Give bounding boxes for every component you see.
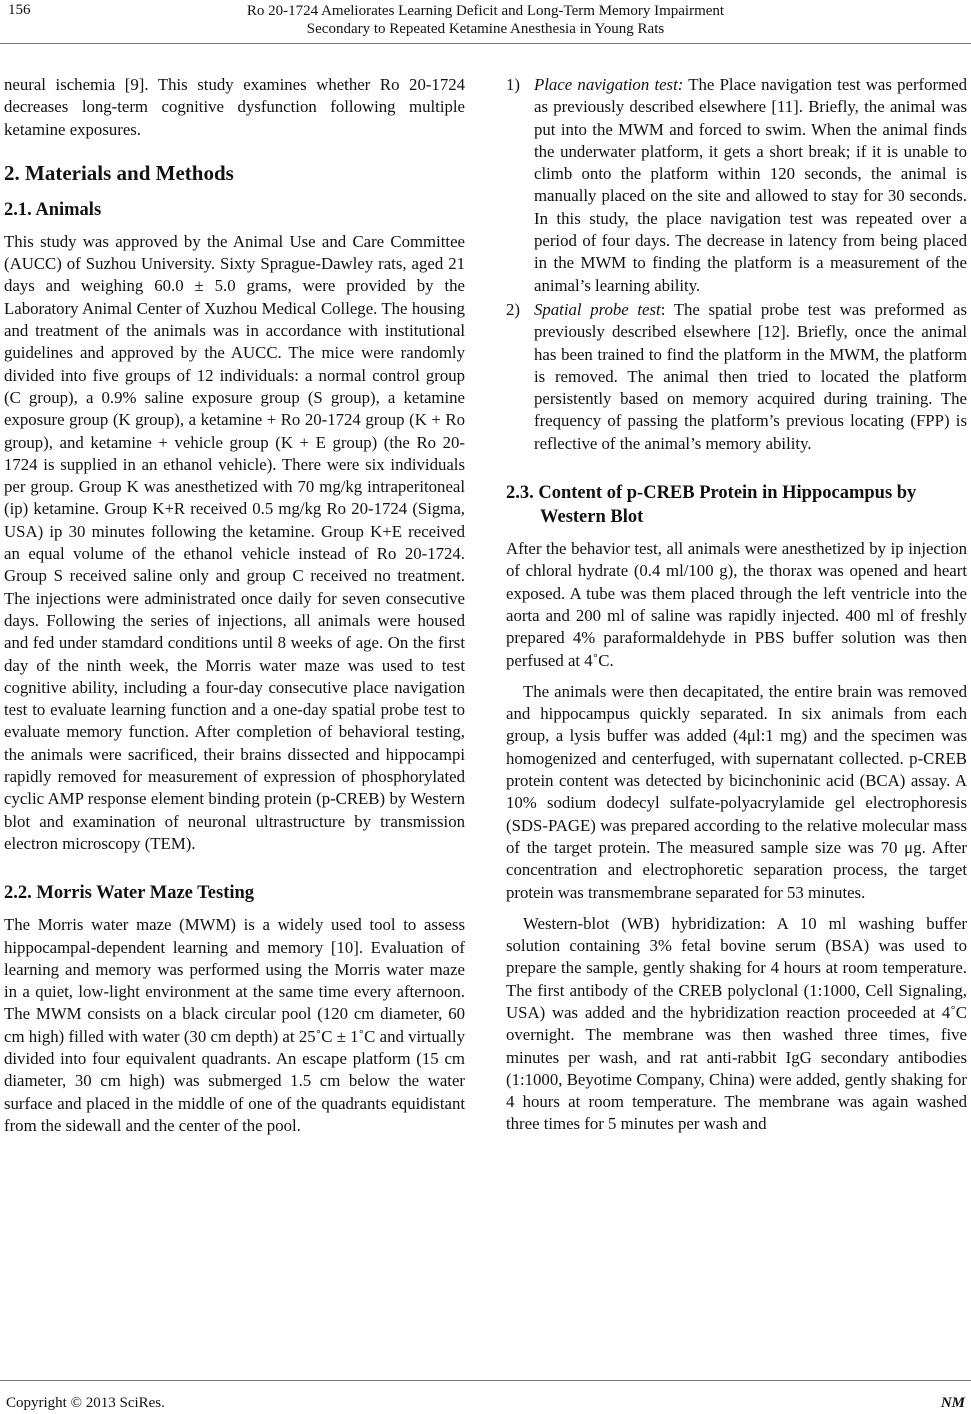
list-item-place-navigation: [506, 74, 967, 297]
copyright-notice: Copyright © 2013 SciRes.: [6, 1395, 165, 1411]
section-2-heading: 2. Materials and Methods: [4, 160, 234, 185]
journal-abbreviation: NM: [940, 1395, 965, 1411]
section-2-3-heading: 2.3. Content of p-CREB Protein in Hippocampus by Western Blot: [506, 483, 917, 528]
footer-rule: [0, 1380, 971, 1381]
running-title: [0, 2, 971, 38]
header-rule: [0, 43, 971, 44]
list-item-label: Place navigation test:: [534, 75, 684, 94]
page-header: [0, 0, 971, 44]
western-blot-paragraph-3: Western-blot (WB) hybridization: A 10 ml washing buffer solution containing 3% fetal bovine serum (BSA) was used to prepare the sample, gently shaking for 4 hours at room temperature. The first antibody of the CREB polyclonal (1:1000, Cell Signaling, USA) was added and the hybridization reaction proceeded at 4˚C overnight. The membrane was then washed three times, five minutes per wash, and rat anti-rabbit IgG secondary antibodies (1:1000, Beyotime Company, China) were added, gently shaking for 4 hours at room temperature. The membrane was again washed three times for 5 minutes per wash and: [506, 913, 967, 1134]
list-item-text: [534, 299, 967, 455]
western-blot-paragraph-2: The animals were then decapitated, the entire brain was removed and hippocampus quickly separated. In six animals from each group, a lysis buffer was added (4μl:1 mg) and the specimen was homogenized and centerfuged, with supernatant collected. p-CREB protein content was detected by bicinchoninic acid (BCA) assay. A 10% sodium dodecyl sulfate-polyacrylamide gel electrophoresis (SDS-PAGE) was prepared according to the relative molecular mass of the target protein. The measured sample size was 70 μg. After concentration and electrophoretic separation process, the target protein was transmembrane separated for 53 minutes.: [506, 681, 967, 902]
list-item-body: The Place navigation test was performed as previously described elsewhere [11]. Briefly, the animal was put into the MWM and forced to swim. When the animal finds the underwater platform, it gets a short break; if it is unable to climb onto the platform within 120 seconds, the animal is manually placed on the site and allowed to stay for 30 seconds. In this study, the place navigation test was repeated over a period of four days. The decrease in latency from being placed in the MWM to finding the platform is a measurement of the animal’s learning ability.: [534, 75, 967, 295]
list-number: 2): [506, 299, 520, 319]
intro-paragraph-tail: neural ischemia [9]. This study examines whether Ro 20-1724 decreases long-term cognitive dysfunction following multiple ketamine exposures.: [4, 75, 465, 139]
list-item-spatial-probe: [506, 299, 967, 455]
section-2-2-heading: 2.2. Morris Water Maze Testing: [4, 883, 255, 904]
running-title-line-1: Ro 20-1724 Ameliorates Learning Deficit and Long-Term Memory Impairment: [246, 3, 725, 19]
left-column: [4, 74, 465, 1137]
section-2-1-heading: 2.1. Animals: [4, 199, 102, 220]
western-blot-paragraph-1: After the behavior test, all animals were anesthetized by ip injection of chloral hydrate (0.4 ml/100 g), the thorax was opened and heart exposed. A tube was them placed through the left ventricle into the aorta and 200 ml of saline was rapidly injected. 400 ml of freshly prepared 4% paraformaldehyde in PBS buffer solution was then perfused at 4˚C.: [506, 539, 967, 670]
list-item-text: [534, 74, 967, 297]
running-title-line-2: Secondary to Repeated Ketamine Anesthesia in Young Rats: [306, 21, 665, 37]
page-number: 156: [8, 2, 31, 18]
page-footer: [0, 1380, 971, 1414]
list-item-body: : The spatial probe test was preformed as previously described elsewhere [12]. Briefly, once the animal has been trained to find the platform in the MWM, the platform is removed. The animal then tried to located the platform persistently based on memory acquired during training. The frequency of passing the platform’s previous locating (FPP) is reflective of the animal’s memory ability.: [534, 299, 967, 453]
right-column: [506, 74, 967, 1136]
list-item-label: Spatial probe test: [534, 299, 661, 319]
animals-paragraph: This study was approved by the Animal Use and Care Committee (AUCC) of Suzhou University. Sixty Sprague-Dawley rats, aged 21 days and weighing 60.0 ± 5.0 grams, were provided by the Laboratory Animal Center of Xuzhou Medical College. The housing and treatment of the animals was in accordance with institutional guidelines and approved by the AUCC. The mice were randomly divided into five groups of 12 individuals: a normal control group (C group), a 0.9% saline exposure group (S group), a ketamine exposure group (K group), a ketamine + Ro 20-1724 group (K + Ro group), and ketamine + vehicle group (K + E group) (the Ro 20-1724 is supplied in an ethanol vehicle). There were six individuals per group. Group K was anesthetized with 70 mg/kg intraperitoneal (ip) ketamine. Group K+R received 0.5 mg/kg Ro 20-1724 (Sigma, USA) ip 30 minutes following the ketamine. Group K+E received an equal volume of the ethanol vehicle instead of Ro 20-1724. Group S received saline only and group C received no treatment. The injections were administrated once daily for seven consecutive days. Following the series of injections, all animals were housed and fed under stamdard conditions until 8 weeks of age. On the first day of the ninth week, the Morris water maze was used to test cognitive ability, including a four-day consecutive place navigation test to evaluate learning function and a one-day spatial probe test to evaluate memory function. After completion of behavioral testing, the animals were sacrificed, their brains dissected and hippocampi rapidly removed for measurement of expression of phosphorylated cyclic AMP response element binding protein (p-CREB) by Western blot and examination of neuronal ultrastructure by transmission electron microscopy (TEM).: [4, 231, 465, 853]
list-number: 1): [506, 75, 520, 94]
mwm-paragraph: The Morris water maze (MWM) is a widely used tool to assess hippocampal-dependent learning and memory [10]. Evaluation of learning and memory was performed using the Morris water maze in a quiet, low-light environment at the same time every afternoon. The MWM consists on a black circular pool (120 cm diameter, 60 cm high) filled with water (30 cm depth) at 25˚C ± 1˚C and virtually divided into four equivalent quadrants. An escape platform (15 cm diameter, 30 cm high) was submerged 1.5 cm below the water surface and placed in the middle of one of the quadrants equidistant from the sidewall and the center of the pool.: [4, 915, 465, 1135]
